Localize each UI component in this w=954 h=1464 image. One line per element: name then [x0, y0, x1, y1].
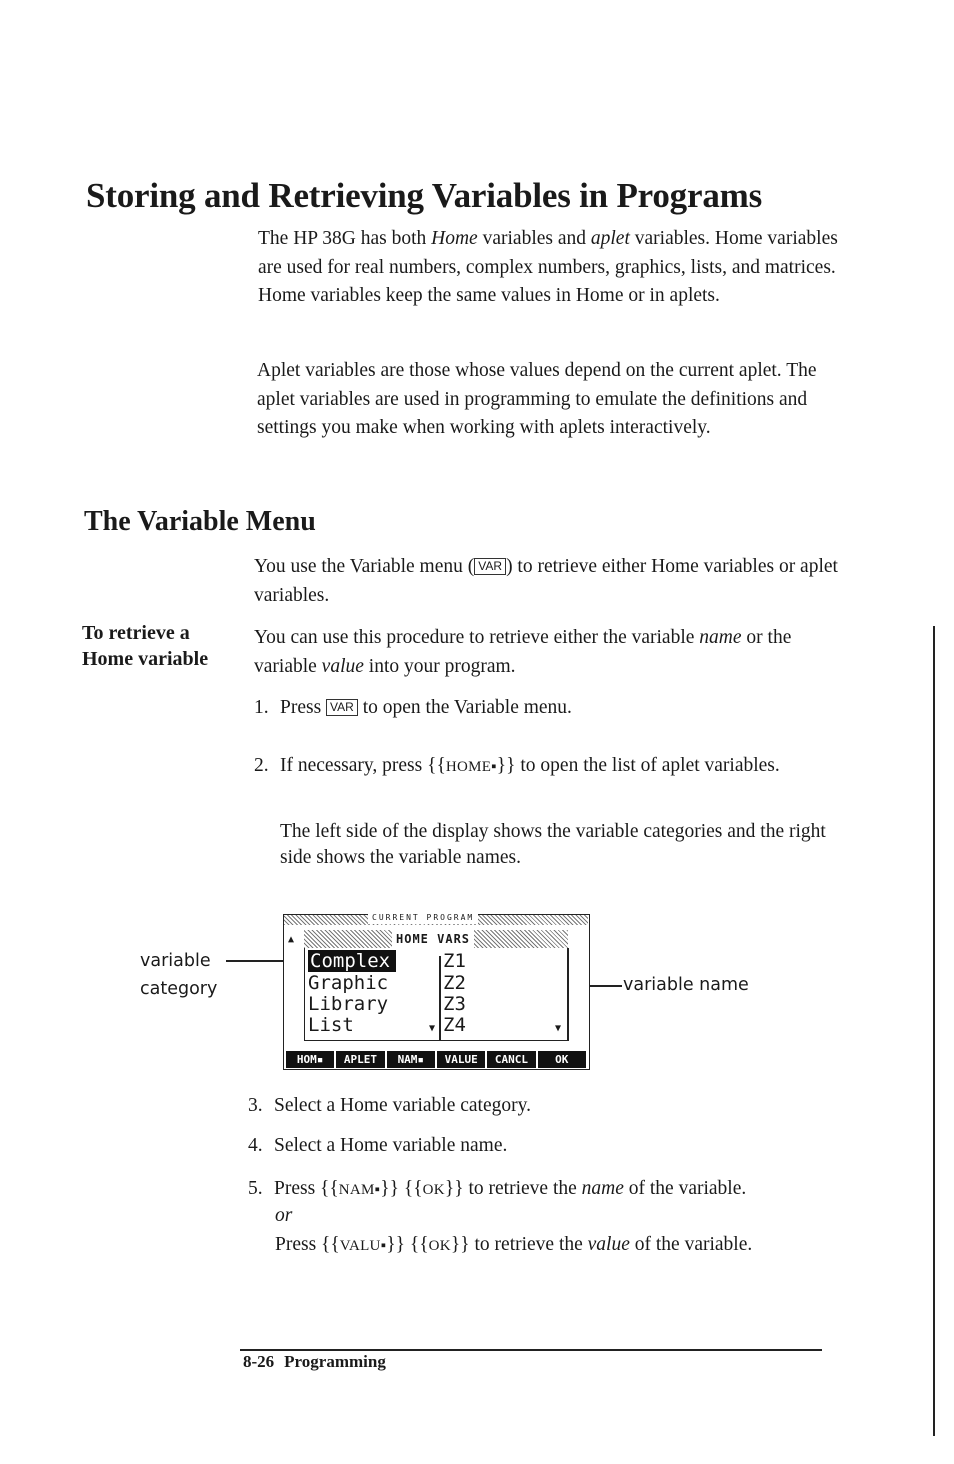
step-1: 1. Press VAR to open the Variable menu. — [254, 697, 572, 718]
variable-list — [304, 948, 569, 1041]
margin-rule — [933, 626, 935, 1436]
vars-title-bar — [304, 930, 568, 948]
callout-variable-name: variable name — [623, 975, 749, 995]
softkey-menu — [286, 1051, 586, 1068]
softkey-value[interactable]: VALUE — [437, 1051, 485, 1068]
name-item[interactable]: Z2 — [443, 972, 466, 994]
category-item[interactable]: Complex — [308, 950, 396, 972]
list-right-border — [567, 948, 569, 1040]
section-heading: The Variable Menu — [84, 506, 316, 537]
softkey-cancel[interactable]: CANCL — [487, 1051, 535, 1068]
calculator-screen — [283, 914, 590, 1070]
step-2-note: The left side of the display shows the variable categories and the right side shows the variable names. — [280, 821, 826, 868]
page-title: Storing and Retrieving Variables in Programs — [86, 176, 762, 215]
step-5: 5. Press {{NAM▪}} {{OK}} to retrieve the name of the variable. or Press {{VALU▪}} {{OK}} to retrieve the value of the variable. — [248, 1178, 753, 1255]
name-item[interactable]: Z1 — [443, 950, 466, 972]
step-3: 3. Select a Home variable category. — [248, 1095, 531, 1116]
list-divider — [439, 956, 441, 1040]
category-item[interactable]: Graphic — [308, 972, 389, 994]
callout-variable-category: variable category — [140, 951, 218, 999]
intro-paragraph-2: Aplet variables are those whose values depend on the current aplet. The aplet variables are used in programming to emulate the definitions and settings you make when working with aplets interactively. — [257, 360, 817, 438]
procedure-intro: You can use this procedure to retrieve either the variable name or the variable value into your program. — [254, 627, 792, 677]
softkey-name[interactable]: NAM▪ — [387, 1051, 435, 1068]
softkey-ok[interactable]: OK — [538, 1051, 586, 1068]
procedure-side-heading: To retrieve a Home variable — [82, 622, 209, 670]
softkey-aplet[interactable]: APLET — [336, 1051, 384, 1068]
footer-rule — [240, 1349, 822, 1351]
section-paragraph: You use the Variable menu ( VAR ) to retrieve either Home variables or aplet variables. — [254, 556, 838, 606]
name-item[interactable]: Z3 — [443, 993, 466, 1015]
screen-header-bar — [284, 915, 588, 925]
step-4: 4. Select a Home variable name. — [248, 1135, 508, 1156]
chapter-name: Programming — [284, 1352, 386, 1371]
step-2: 2. If necessary, press {{HOME▪}} to open the list of aplet variables. — [254, 755, 780, 776]
name-item[interactable]: Z4 — [443, 1014, 466, 1036]
page-footer — [243, 1352, 386, 1372]
category-item[interactable]: Library — [308, 993, 389, 1015]
category-item[interactable]: List — [308, 1014, 354, 1036]
page-number: 8-26 — [243, 1352, 275, 1371]
softkey-home[interactable]: HOM▪ — [286, 1051, 334, 1068]
scroll-down-arrow-icon: ▼ — [429, 1023, 436, 1034]
intro-paragraph-1: The HP 38G has both Home variables and aplet variables. Home variables are used for real numbers, complex numbers, graphics, lists, and matrices. Home variables keep the same values in Home or in aplets. — [258, 228, 838, 306]
scroll-down-arrow-icon: ▼ — [555, 1023, 562, 1034]
var-key: VAR — [326, 699, 358, 716]
vars-title: HOME VARS — [392, 930, 474, 948]
up-arrow-icon: ▲ — [288, 934, 295, 945]
screen-header-text: CURRENT PROGRAM — [368, 912, 478, 924]
var-key: VAR — [474, 558, 506, 575]
